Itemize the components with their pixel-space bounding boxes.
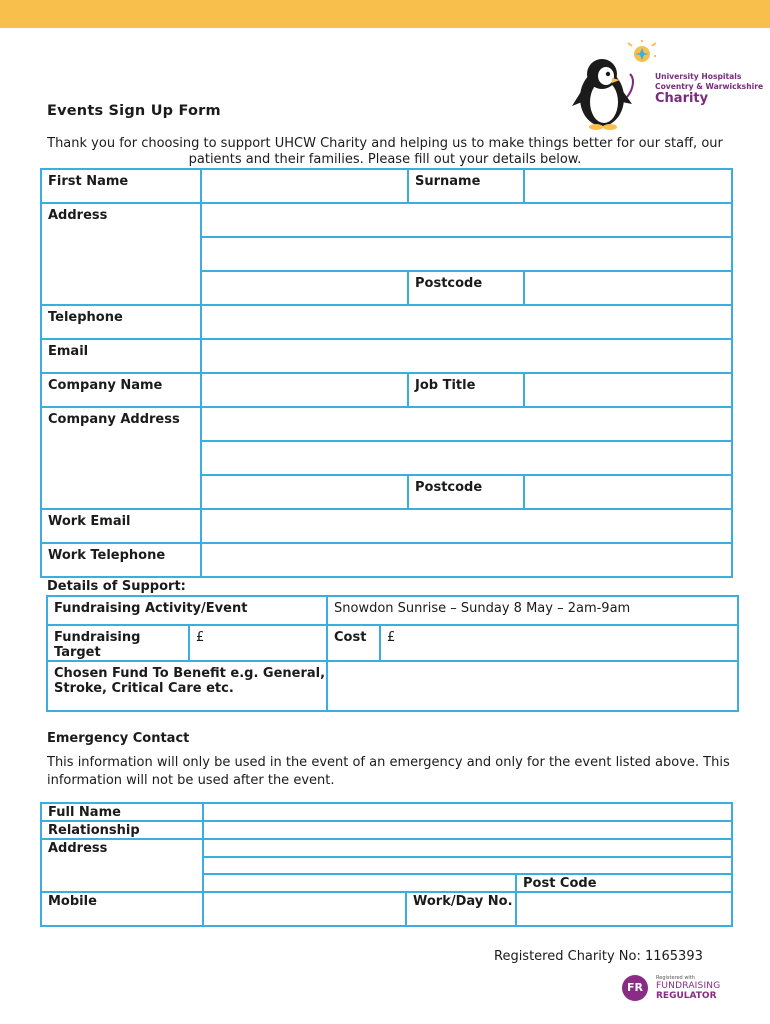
header-accent-bar [0, 0, 770, 28]
relationship-label: Relationship [41, 821, 203, 839]
email-label: Email [41, 339, 201, 373]
address-line-3-field[interactable] [201, 271, 408, 305]
emergency-address-label: Address [41, 839, 203, 892]
fund-label: Chosen Fund To Benefit e.g. General, Stroke, Critical Care etc. [47, 661, 327, 711]
email-field[interactable] [201, 339, 732, 373]
logo-line-2: Coventry & Warwickshire [655, 82, 764, 91]
logo-line-3: Charity [655, 91, 709, 106]
telephone-label: Telephone [41, 305, 201, 339]
first-name-label: First Name [41, 169, 201, 203]
company-postcode-label: Postcode [408, 475, 524, 509]
company-address-line-2-field[interactable] [201, 441, 732, 475]
company-name-field[interactable] [201, 373, 408, 407]
activity-label: Fundraising Activity/Event [47, 596, 327, 625]
emergency-contact-table [40, 802, 733, 927]
company-name-label: Company Name [41, 373, 201, 407]
activity-value[interactable]: Snowdon Sunrise – Sunday 8 May – 2am-9am [327, 596, 738, 625]
company-postcode-field[interactable] [524, 475, 732, 509]
emergency-address-line-1-field[interactable] [203, 839, 732, 857]
surname-label: Surname [408, 169, 524, 203]
work-telephone-field[interactable] [201, 543, 732, 577]
fr-line-1: FUNDRAISING [656, 981, 721, 991]
fundraising-regulator-logo [622, 975, 732, 1003]
address-line-1-field[interactable] [201, 203, 732, 237]
address-line-2-field[interactable] [201, 237, 732, 271]
fr-line-2: REGULATOR [656, 991, 717, 1001]
form-title: Events Sign Up Form [47, 103, 221, 119]
target-field[interactable]: £ [189, 625, 327, 661]
post-code-label: Post Code [516, 874, 732, 892]
support-details-table [46, 595, 739, 712]
first-name-field[interactable] [201, 169, 408, 203]
fr-registered-text: Registered with [656, 975, 695, 981]
mobile-label: Mobile [41, 892, 203, 926]
emergency-heading: Emergency Contact [47, 731, 190, 746]
postcode-field[interactable] [524, 271, 732, 305]
target-label: Fundraising Target [47, 625, 189, 661]
postcode-label: Postcode [408, 271, 524, 305]
work-email-label: Work Email [41, 509, 201, 543]
work-day-label: Work/Day No. [406, 892, 516, 926]
work-day-field[interactable] [516, 892, 732, 926]
company-address-label: Company Address [41, 407, 201, 509]
emergency-info-text: This information will only be used in the event of an emergency and only for the event listed above. This information will not be used after the event. [47, 755, 730, 788]
address-label: Address [41, 203, 201, 305]
telephone-field[interactable] [201, 305, 732, 339]
personal-details-table [40, 168, 733, 578]
penguin-mascot-icon [570, 40, 656, 132]
emergency-address-line-3-field[interactable] [203, 874, 516, 892]
support-heading: Details of Support: [47, 579, 186, 594]
full-name-label: Full Name [41, 803, 203, 821]
logo-line-1: University Hospitals [655, 72, 742, 81]
job-title-field[interactable] [524, 373, 732, 407]
company-address-line-1-field[interactable] [201, 407, 732, 441]
cost-label: Cost [327, 625, 380, 661]
surname-field[interactable] [524, 169, 732, 203]
job-title-label: Job Title [408, 373, 524, 407]
sun-star-icon [628, 40, 656, 62]
work-telephone-label: Work Telephone [41, 543, 201, 577]
cost-field[interactable]: £ [380, 625, 738, 661]
fund-field[interactable] [327, 661, 738, 711]
intro-text: Thank you for choosing to support UHCW Charity and helping us to make things better for our staff, our patients and their families. Please fill out your details below. [47, 136, 723, 167]
emergency-address-line-2-field[interactable] [203, 857, 732, 874]
full-name-field[interactable] [203, 803, 732, 821]
fr-badge-icon: FR [622, 975, 648, 1001]
registered-charity-number: Registered Charity No: 1165393 [494, 949, 703, 964]
relationship-field[interactable] [203, 821, 732, 839]
charity-logo [570, 40, 764, 132]
work-email-field[interactable] [201, 509, 732, 543]
company-address-line-3-field[interactable] [201, 475, 408, 509]
mobile-field[interactable] [203, 892, 406, 926]
logo-wordmark [655, 72, 763, 104]
